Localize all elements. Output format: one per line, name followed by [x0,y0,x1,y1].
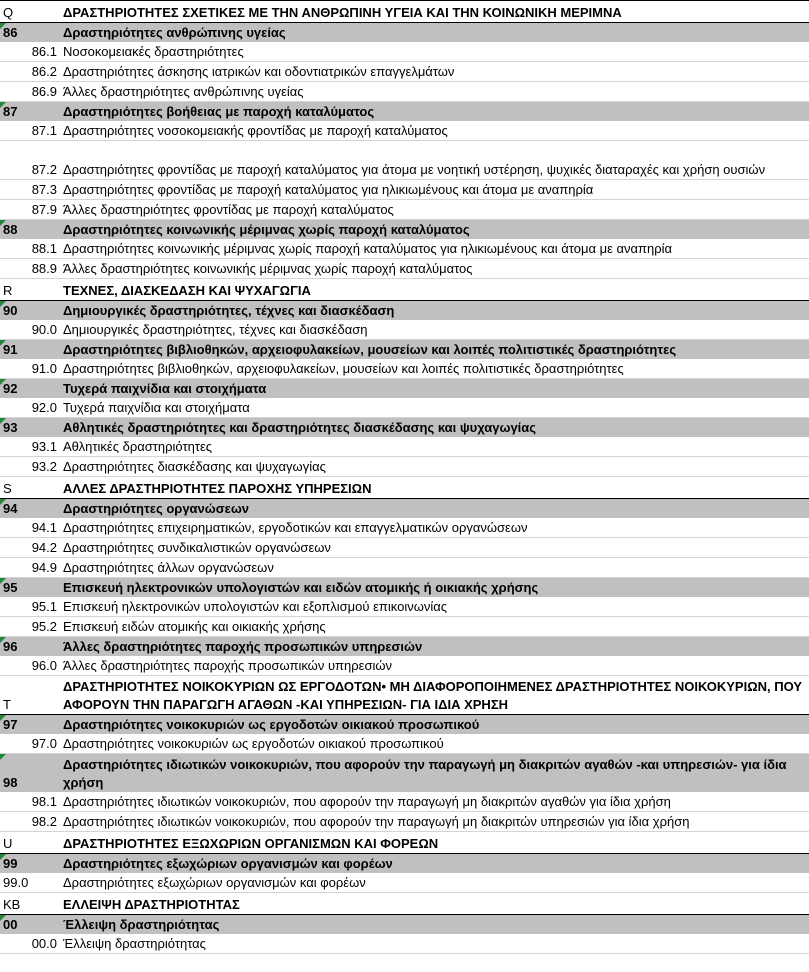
class-label: Δραστηριότητες νοικοκυριών ως εργοδοτών οικιακού προσωπικού [63,736,444,751]
class-code-cell[interactable] [0,518,60,538]
class-row [0,873,809,893]
class-label: Άλλες δραστηριότητες ανθρώπινης υγείας [63,84,304,99]
division-code-cell[interactable] [0,637,60,657]
division-label: Επισκευή ηλεκτρονικών υπολογιστών και ειδών ατομικής ή οικιακής χρήσης [63,580,539,595]
section-label-cell[interactable] [60,279,809,301]
class-label: Δραστηριότητες διασκέδασης και ψυχαγωγίας [63,459,326,474]
section-row [0,477,809,499]
section-code: U [3,836,13,851]
division-code: 00 [3,917,18,932]
division-label: Δραστηριότητες βοήθειας με παροχή καταλύματος [63,104,375,119]
division-row [0,102,809,122]
class-code-cell[interactable] [0,200,60,220]
class-label: Δραστηριότητες συνδικαλιστικών οργανώσεων [63,540,331,555]
class-row [0,518,809,538]
division-code: 88 [3,222,18,237]
class-row [0,42,809,62]
class-code: 95.2 [31,619,57,634]
class-code: 94.9 [31,560,57,575]
division-code: 98 [3,775,18,790]
class-label-cell[interactable] [60,873,809,893]
division-code-cell[interactable] [0,915,60,935]
section-label: ΔΡΑΣΤΗΡΙΟΤΗΤΕΣ ΝΟΙΚΟΚΥΡΙΩΝ ΩΣ ΕΡΓΟΔΟΤΩΝ• ΜΗ ΔΙΑΦΟΡΟΠΟΙΗΜΕΝΕΣ ΔΡΑΣΤΗΡΙΟΤΗΤΕΣ ΝΟΙΚΟΚΥΡΙΩΝ, ΠΟΥ ΑΦΟΡΟΥΝ ΤΗΝ ΠΑΡΑΓΩΓΗ ΑΓΑΘΩΝ -ΚΑΙ ΥΠΗΡΕΣΙΩΝ- ΓΙΑ ΙΔΙΑ ΧΡΗΣΗ [63,679,803,712]
class-code: 87.1 [31,123,57,138]
division-label-cell[interactable] [60,301,809,321]
class-code: 87.9 [31,202,57,217]
division-code: 92 [3,381,18,396]
section-label: ΤΕΧΝΕΣ, ΔΙΑΣΚΕΔΑΣΗ ΚΑΙ ΨΥΧΑΓΩΓΙΑ [63,283,311,298]
section-code: ΚΒ [3,897,21,912]
division-row [0,301,809,321]
class-row [0,259,809,279]
class-code-cell[interactable] [0,538,60,558]
class-code-cell[interactable] [0,934,60,954]
cell-comment-marker-icon [0,220,6,226]
division-code-cell[interactable] [0,301,60,321]
section-row [0,1,809,23]
class-row [0,558,809,578]
class-code-cell[interactable] [0,597,60,617]
class-label-cell[interactable] [60,259,809,279]
division-code: 91 [3,342,18,357]
cell-comment-marker-icon [0,637,6,643]
class-label: Δραστηριότητες ιδιωτικών νοικοκυριών, που αφορούν την παραγωγή μη διακριτών αγαθών για ίδια χρήση [63,794,671,809]
class-code: 95.1 [31,599,57,614]
class-label-cell[interactable] [60,457,809,477]
class-label-cell[interactable] [60,359,809,379]
class-row [0,82,809,102]
class-label: Δραστηριότητες βιβλιοθηκών, αρχειοφυλακείων, μουσείων και λοιπές πολιτιστικές δραστηριότητες [63,361,624,376]
division-code: 97 [3,717,18,732]
division-code: 87 [3,104,18,119]
class-row [0,320,809,340]
class-label: Δραστηριότητες νοσοκομειακής φροντίδας με παροχή καταλύματος [63,123,448,138]
class-label-cell[interactable] [60,518,809,538]
class-label-cell[interactable] [60,121,809,141]
class-label: Δραστηριότητες ιδιωτικών νοικοκυριών, που αφορούν την παραγωγή μη διακριτών υπηρεσιών για ίδια χρήση [63,814,690,829]
class-code-cell[interactable] [0,121,60,141]
division-code-cell[interactable] [0,715,60,735]
class-code-cell[interactable] [0,457,60,477]
class-code: 99.0 [3,875,29,890]
class-code: 86.1 [31,44,57,59]
class-row [0,538,809,558]
class-label: Νοσοκομειακές δραστηριότητες [63,44,244,59]
division-label: Δραστηριότητες κοινωνικής μέριμνας χωρίς παροχή καταλύματος [63,222,470,237]
table-body [0,1,809,954]
section-label-cell[interactable] [60,893,809,915]
class-label-cell[interactable] [60,42,809,62]
section-label-cell[interactable] [60,676,809,715]
division-code: 99 [3,856,18,871]
cell-comment-marker-icon [0,379,6,385]
class-label-cell[interactable] [60,239,809,259]
section-label-cell[interactable] [60,832,809,854]
division-label-cell[interactable] [60,754,809,793]
class-code-cell[interactable] [0,792,60,812]
class-label-cell[interactable] [60,558,809,578]
division-label: Άλλες δραστηριότητες παροχής προσωπικών υπηρεσιών [63,639,423,654]
division-row [0,715,809,735]
class-row [0,656,809,676]
class-label-cell[interactable] [60,617,809,637]
section-label-cell[interactable] [60,477,809,499]
class-code: 98.1 [31,794,57,809]
division-label: Δραστηριότητες βιβλιοθηκών, αρχειοφυλακείων, μουσείων και λοιπές πολιτιστικές δραστηριότητες [63,342,677,357]
division-code-cell[interactable] [0,854,60,874]
division-code: 93 [3,420,18,435]
class-code: 93.2 [31,459,57,474]
division-row [0,23,809,43]
cell-comment-marker-icon [0,23,6,29]
division-row [0,854,809,874]
class-label-cell[interactable] [60,141,809,180]
division-label-cell[interactable] [60,578,809,598]
class-row [0,617,809,637]
class-code: 96.0 [31,658,57,673]
cell-comment-marker-icon [0,754,6,760]
cell-comment-marker-icon [0,301,6,307]
division-code-cell[interactable] [0,379,60,399]
division-code-cell[interactable] [0,220,60,240]
division-label-cell[interactable] [60,379,809,399]
class-row [0,597,809,617]
class-code: 86.2 [31,64,57,79]
class-code: 94.1 [31,520,57,535]
section-code: R [3,283,13,298]
class-label-cell[interactable] [60,597,809,617]
class-label-cell[interactable] [60,656,809,676]
class-label: Επισκευή ειδών ατομικής και οικιακής χρήσης [63,619,326,634]
class-row [0,734,809,754]
class-label-cell[interactable] [60,180,809,200]
class-label: Αθλητικές δραστηριότητες [63,439,213,454]
class-code-cell[interactable] [0,437,60,457]
class-label: Άλλες δραστηριότητες φροντίδας με παροχή καταλύματος [63,202,394,217]
division-label: Έλλειψη δραστηριότητας [63,917,220,932]
section-code: Q [3,5,14,20]
class-code-cell[interactable] [0,359,60,379]
class-label: Δραστηριότητες άσκησης ιατρικών και οδοντιατρικών επαγγελμάτων [63,64,455,79]
class-label: Δραστηριότητες κοινωνικής μέριμνας χωρίς παροχή καταλύματος για ηλικιωμένους και άτομα με αναπηρία [63,241,673,256]
class-code: 87.2 [31,162,57,177]
class-row [0,62,809,82]
division-label-cell[interactable] [60,418,809,438]
section-code-cell[interactable] [0,477,60,499]
section-label-cell[interactable] [60,1,809,23]
class-row [0,398,809,418]
cell-comment-marker-icon [0,915,6,921]
class-label-cell[interactable] [60,812,809,832]
class-code-cell[interactable] [0,812,60,832]
division-label: Δραστηριότητες οργανώσεων [63,501,250,516]
section-row [0,279,809,301]
division-label: Δραστηριότητες εξωχώριων οργανισμών και φορέων [63,856,393,871]
division-row [0,915,809,935]
class-code: 92.0 [31,400,57,415]
division-row [0,637,809,657]
class-code-cell[interactable] [0,617,60,637]
section-code-cell[interactable] [0,676,60,715]
class-code: 88.9 [31,261,57,276]
class-label-cell[interactable] [60,437,809,457]
class-code: 86.9 [31,84,57,99]
class-label-cell[interactable] [60,538,809,558]
division-label-cell[interactable] [60,854,809,874]
division-code: 90 [3,303,18,318]
division-label-cell[interactable] [60,23,809,43]
section-row [0,832,809,854]
division-code: 95 [3,580,18,595]
section-code-cell[interactable] [0,832,60,854]
class-code: 94.2 [31,540,57,555]
class-row [0,359,809,379]
division-row [0,418,809,438]
class-row [0,121,809,141]
division-label: Δραστηριότητες νοικοκυριών ως εργοδοτών οικιακού προσωπικού [63,717,480,732]
division-label-cell[interactable] [60,499,809,519]
division-row [0,499,809,519]
section-label: ΑΛΛΕΣ ΔΡΑΣΤΗΡΙΟΤΗΤΕΣ ΠΑΡΟΧΗΣ ΥΠΗΡΕΣΙΩΝ [63,481,372,496]
division-code: 94 [3,501,18,516]
class-code-cell[interactable] [0,320,60,340]
section-code-cell[interactable] [0,1,60,23]
division-label: Δημιουργικές δραστηριότητες, τέχνες και διασκέδαση [63,303,395,318]
class-label: Δραστηριότητες εξωχώριων οργανισμών και φορέων [63,875,366,890]
cell-comment-marker-icon [0,715,6,721]
class-code-cell[interactable] [0,180,60,200]
division-code: 86 [3,25,18,40]
class-code-cell[interactable] [0,239,60,259]
division-label: Αθλητικές δραστηριότητες και δραστηριότητες διασκέδασης και ψυχαγωγίας [63,420,537,435]
division-code-cell[interactable] [0,340,60,360]
section-row [0,893,809,915]
cell-comment-marker-icon [0,418,6,424]
class-code-cell[interactable] [0,656,60,676]
class-label: Δραστηριότητες άλλων οργανώσεων [63,560,274,575]
class-label-cell[interactable] [60,934,809,954]
division-label-cell[interactable] [60,715,809,735]
class-label-cell[interactable] [60,792,809,812]
section-row [0,676,809,715]
class-label-cell[interactable] [60,734,809,754]
division-row [0,340,809,360]
division-label-cell[interactable] [60,340,809,360]
class-code: 88.1 [31,241,57,256]
division-label: Δραστηριότητες ανθρώπινης υγείας [63,25,286,40]
class-row [0,812,809,832]
class-label: Άλλες δραστηριότητες παροχής προσωπικών υπηρεσιών [63,658,392,673]
class-label-cell[interactable] [60,398,809,418]
class-label-cell[interactable] [60,62,809,82]
division-code: 96 [3,639,18,654]
section-code-cell[interactable] [0,279,60,301]
division-label-cell[interactable] [60,220,809,240]
class-code-cell[interactable] [0,873,60,893]
class-code-cell[interactable] [0,398,60,418]
class-row [0,934,809,954]
class-row [0,437,809,457]
division-label: Δραστηριότητες ιδιωτικών νοικοκυριών, που αφορούν την παραγωγή μη διακριτών αγαθών -και υπηρεσιών- για ίδια χρήση [63,757,787,790]
class-row [0,239,809,259]
class-row [0,200,809,220]
class-code-cell[interactable] [0,734,60,754]
section-code: S [3,481,12,496]
class-code-cell[interactable] [0,62,60,82]
class-code-cell[interactable] [0,42,60,62]
class-label: Τυχερά παιχνίδια και στοιχήματα [63,400,250,415]
division-code-cell[interactable] [0,418,60,438]
cell-comment-marker-icon [0,499,6,505]
class-row [0,792,809,812]
class-label: Δραστηριότητες φροντίδας με παροχή καταλύματος για άτομα με νοητική υστέρηση, ψυχικές διαταραχές και χρήση ουσιών [63,162,766,177]
cell-comment-marker-icon [0,578,6,584]
division-code-cell[interactable] [0,102,60,122]
class-label: Επισκευή ηλεκτρονικών υπολογιστών και εξοπλισμού επικοινωνίας [63,599,448,614]
class-code: 91.0 [31,361,57,376]
division-code-cell[interactable] [0,754,60,793]
class-label: Άλλες δραστηριότητες κοινωνικής μέριμνας χωρίς παροχή καταλύματος [63,261,473,276]
division-row [0,578,809,598]
class-label: Δημιουργικές δραστηριότητες, τέχνες και διασκέδαση [63,322,368,337]
section-code-cell[interactable] [0,893,60,915]
class-label-cell[interactable] [60,320,809,340]
class-code: 00.0 [31,936,57,951]
class-code: 97.0 [31,736,57,751]
division-label-cell[interactable] [60,915,809,935]
section-label: ΔΡΑΣΤΗΡΙΟΤΗΤΕΣ ΕΞΩΧΩΡΙΩΝ ΟΡΓΑΝΙΣΜΩΝ ΚΑΙ ΦΟΡΕΩΝ [63,836,439,851]
class-code-cell[interactable] [0,259,60,279]
class-row [0,457,809,477]
class-code-cell[interactable] [0,558,60,578]
division-label-cell[interactable] [60,637,809,657]
class-label: Δραστηριότητες επιχειρηματικών, εργοδοτικών και επαγγελματικών οργανώσεων [63,520,528,535]
cell-comment-marker-icon [0,340,6,346]
class-label: Δραστηριότητες φροντίδας με παροχή καταλύματος για ηλικιωμένους και άτομα με αναπηρία [63,182,594,197]
section-label: ΔΡΑΣΤΗΡΙΟΤΗΤΕΣ ΣΧΕΤΙΚΕΣ ΜΕ ΤΗΝ ΑΝΘΡΩΠΙΝΗ ΥΓΕΙΑ ΚΑΙ ΤΗΝ ΚΟΙΝΩΝΙΚΗ ΜΕΡΙΜΝΑ [63,5,622,20]
division-row [0,379,809,399]
division-code-cell[interactable] [0,578,60,598]
class-code-cell[interactable] [0,82,60,102]
class-code: 90.0 [31,322,57,337]
division-label: Τυχερά παιχνίδια και στοιχήματα [63,381,267,396]
division-label-cell[interactable] [60,102,809,122]
division-row [0,220,809,240]
class-code-cell[interactable] [0,141,60,180]
cell-comment-marker-icon [0,854,6,860]
division-code-cell[interactable] [0,23,60,43]
division-code-cell[interactable] [0,499,60,519]
class-label: Έλλειψη δραστηριότητας [63,936,206,951]
cell-comment-marker-icon [0,102,6,108]
section-label: ΕΛΛΕΙΨΗ ΔΡΑΣΤΗΡΙΟΤΗΤΑΣ [63,897,240,912]
class-code: 98.2 [31,814,57,829]
class-row [0,141,809,180]
class-label-cell[interactable] [60,82,809,102]
class-code: 87.3 [31,182,57,197]
class-code: 93.1 [31,439,57,454]
class-label-cell[interactable] [60,200,809,220]
division-row [0,754,809,793]
class-row [0,180,809,200]
section-code: T [3,697,11,712]
